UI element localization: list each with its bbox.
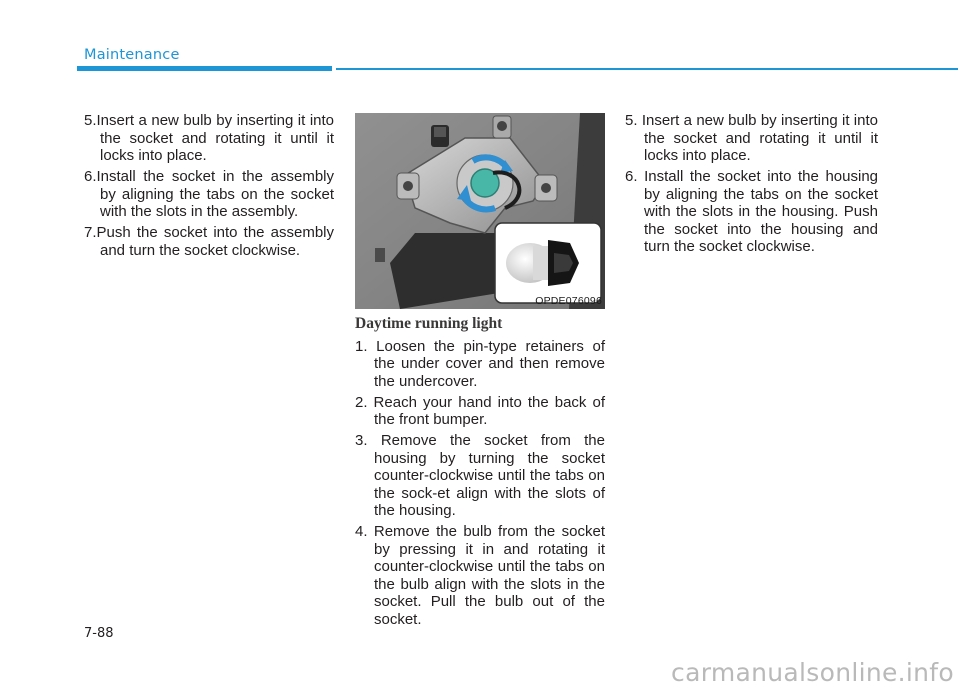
step-3-middle: 3. Remove the socket from the housing by turning the socket counter-clockwise until the tabs on the sock-et align with the slots of the housing. — [355, 432, 605, 519]
step-5-right: 5. Insert a new bulb by inserting it into the socket and rotating it until it locks into place. — [625, 112, 878, 164]
step-1-middle: 1. Loosen the pin-type retainers of the under cover and then remove the undercover. — [355, 337, 605, 390]
illustration-graphic — [355, 113, 605, 309]
step-4-middle: 4. Remove the bulb from the socket by pressing it in and rotating it counter-clockwise until the tabs on the bulb align with the slots in the socket. Pull the bulb out of the socket. — [355, 523, 605, 628]
step-2-middle: 2. Reach your hand into the back of the front bumper. — [355, 393, 605, 428]
step-5-left: 5.Insert a new bulb by inserting it into the socket and rotating it until it locks into place. — [84, 112, 334, 164]
section-title: Maintenance — [84, 47, 180, 63]
header-rule-thin — [336, 68, 958, 70]
left-column — [84, 112, 334, 263]
daytime-running-light-heading: Daytime running light — [355, 315, 503, 332]
middle-column — [355, 312, 605, 632]
watermark: carmanualsonline.info — [671, 658, 954, 687]
step-6-left: 6.Install the socket in the assembly by aligning the tabs on the socket with the slots in the assembly. — [84, 168, 334, 220]
step-6-right: 6. Install the socket into the housing by aligning the tabs on the socket with the slots in the housing. Push the socket into the housing and turn the socket clockwise. — [625, 168, 878, 255]
bulb-replacement-illustration — [355, 113, 605, 309]
step-7-left: 7.Push the socket into the assembly and turn the socket clockwise. — [84, 224, 334, 259]
figure-code: OPDE076096 — [535, 295, 602, 307]
page-number: 7-88 — [84, 626, 114, 641]
right-column — [625, 112, 878, 259]
header-rule-thick — [77, 66, 332, 71]
